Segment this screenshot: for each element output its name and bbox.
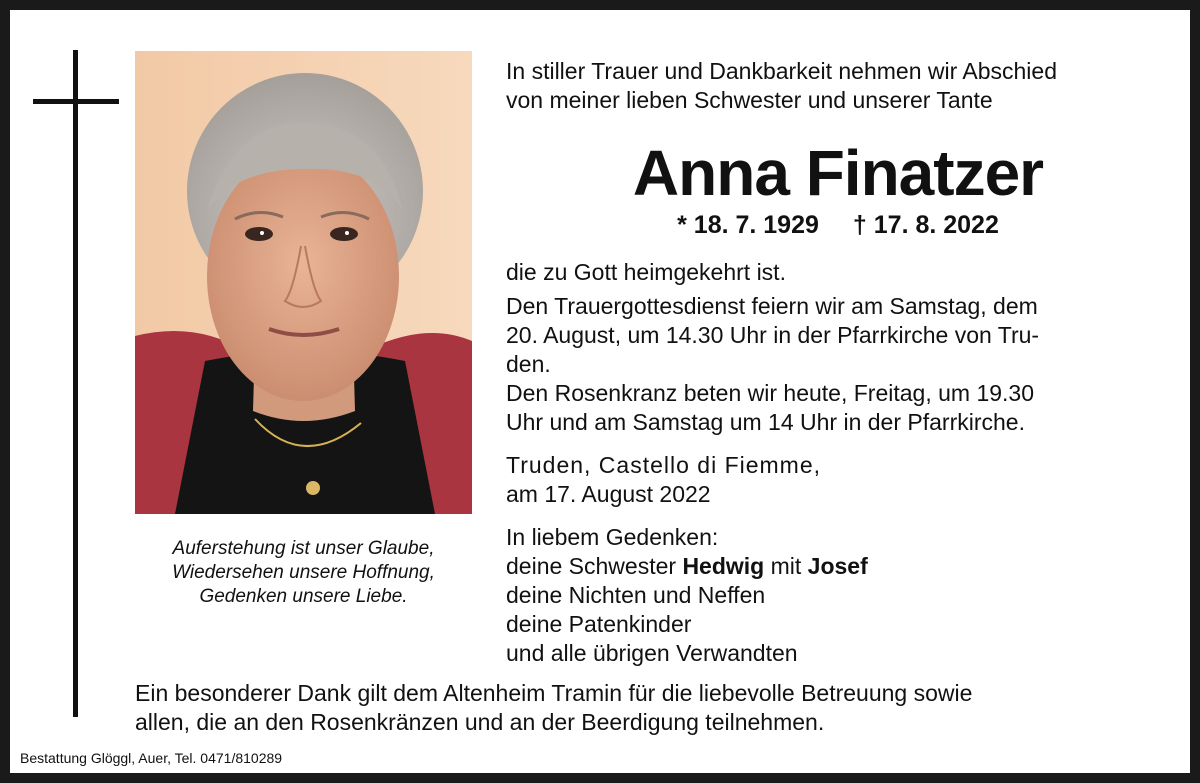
- obituary-card: [10, 10, 1190, 773]
- motto-line: Gedenken unsere Liebe.: [199, 586, 408, 607]
- cross-icon-bar: [33, 99, 119, 104]
- death-date: † 17. 8. 2022: [852, 211, 999, 239]
- memory-heading: In liebem Gedenken:: [506, 524, 719, 550]
- service-line: Uhr und am Samstag um 14 Uhr in der Pfarrkirche.: [506, 409, 1025, 435]
- service-line: den.: [506, 351, 551, 377]
- mourners-list: [506, 523, 1170, 668]
- motto-line: Auferstehung ist unser Glaube,: [172, 538, 435, 559]
- place-date: [506, 451, 1170, 509]
- mourner-text: deine Schwester: [506, 553, 683, 579]
- undertaker-info: Bestattung Glöggl, Auer, Tel. 0471/810289: [20, 750, 283, 766]
- life-dates: [506, 210, 1170, 240]
- place-line: Truden, Castello di Fiemme,: [506, 452, 822, 478]
- heimgekehrt-line: die zu Gott heimgekehrt ist.: [506, 259, 786, 285]
- cross-icon: [73, 50, 78, 717]
- mourner-text: mit: [764, 553, 808, 579]
- mourner-line: und alle übrigen Verwandten: [506, 640, 798, 666]
- thanks-note: [135, 679, 1175, 737]
- thanks-line: Ein besonderer Dank gilt dem Altenheim Tramin für die liebevolle Betreuung sowie: [135, 680, 973, 706]
- intro-line: von meiner lieben Schwester und unserer Tante: [506, 87, 993, 113]
- service-info: [506, 292, 1170, 437]
- deceased-name: Anna Finatzer: [632, 137, 1044, 209]
- sister-name: Hedwig: [682, 553, 765, 579]
- intro-line: In stiller Trauer und Dankbarkeit nehmen wir Abschied: [506, 58, 1058, 84]
- mourner-sister: [506, 552, 1170, 581]
- partner-name: Josef: [807, 553, 868, 579]
- mourner-line: deine Patenkinder: [506, 611, 692, 637]
- mourner-line: deine Nichten und Neffen: [506, 582, 766, 608]
- motto: [135, 537, 472, 609]
- thanks-line: allen, die an den Rosenkränzen und an der Beerdigung teilnehmen.: [135, 709, 825, 735]
- birth-date: * 18. 7. 1929: [677, 211, 819, 239]
- portrait-photo: [135, 51, 472, 514]
- service-line: Den Trauergottesdienst feiern wir am Samstag, dem: [506, 293, 1038, 319]
- service-line: 20. August, um 14.30 Uhr in der Pfarrkirche von Tru-: [506, 322, 1040, 348]
- date-line: am 17. August 2022: [506, 481, 711, 507]
- intro-text: [506, 57, 1170, 115]
- service-line: Den Rosenkranz beten wir heute, Freitag, um 19.30: [506, 380, 1035, 406]
- heimgekehrt-text: [506, 258, 1170, 287]
- motto-line: Wiedersehen unsere Hoffnung,: [172, 562, 435, 583]
